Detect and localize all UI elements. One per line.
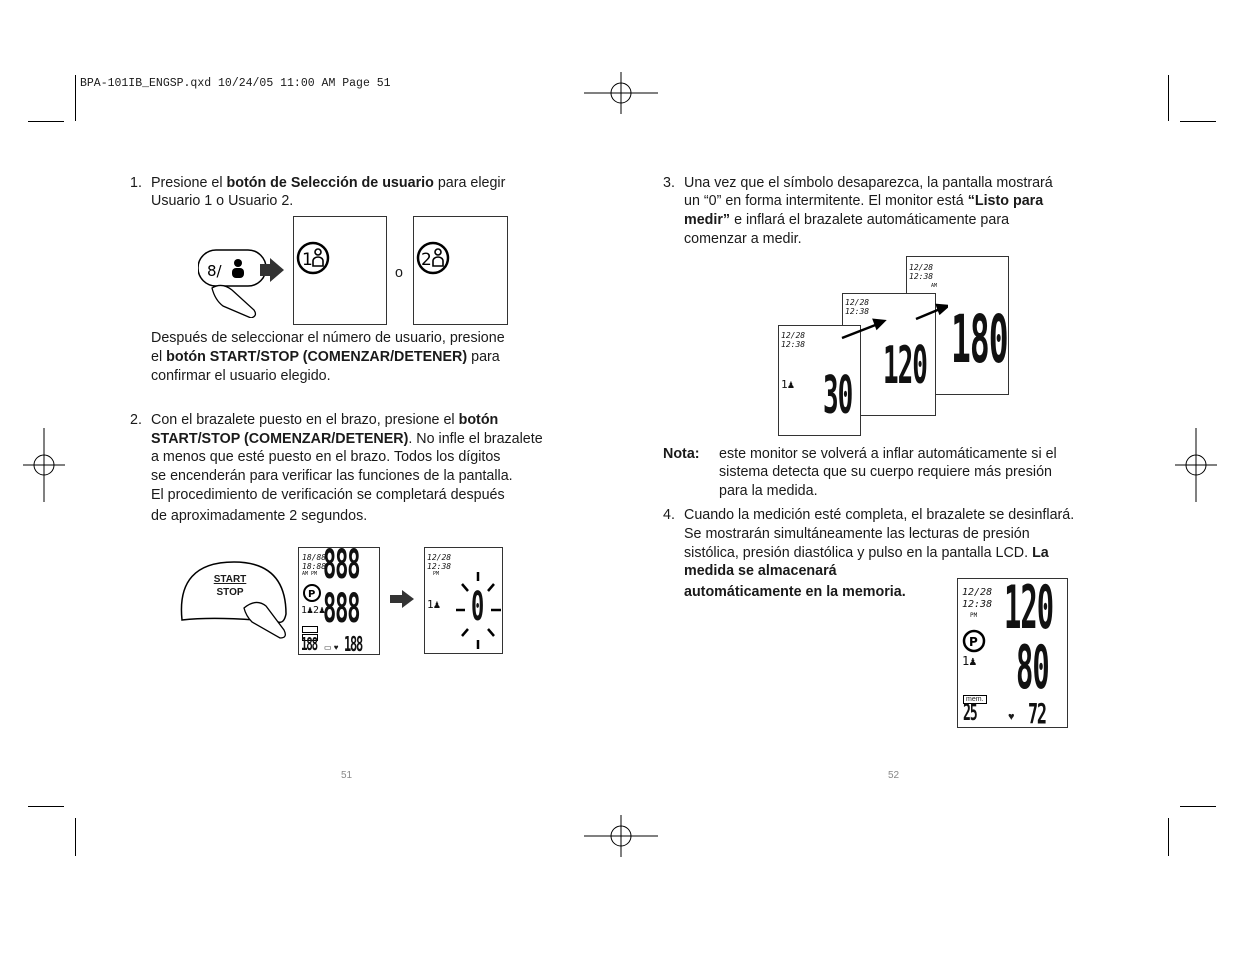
- step-2-line-2: START/STOP (COMENZAR/DETENER). No infle el brazalete: [151, 431, 543, 447]
- lcd-user-1: [293, 216, 387, 325]
- result-pulse: 72: [1028, 697, 1046, 730]
- step-3-line-2: un “0” en forma intermitente. El monitor está “Listo para: [684, 193, 1044, 209]
- blink-user: 1♟: [427, 598, 441, 611]
- svg-text:2: 2: [421, 250, 432, 270]
- step-2-line-5: El procedimiento de verificación se completará después: [151, 487, 505, 503]
- step-4-number: 4.: [663, 507, 675, 523]
- test-bottom-left: 188: [301, 634, 317, 655]
- step-1-after-3: confirmar el usuario elegido.: [151, 368, 331, 384]
- inflate-30-time: 12:38: [781, 340, 806, 349]
- lcd-blinking-zero: [424, 547, 503, 654]
- step-4-line-4: medida se almacenará: [684, 563, 837, 579]
- step-3-line-3: medir” e inflará el brazalete automáticamente para: [684, 212, 1010, 228]
- inflate-180-ampm: AM: [931, 283, 938, 289]
- inflate-120-time: 12:38: [845, 307, 870, 316]
- step-1-number: 1.: [130, 175, 142, 191]
- result-memory: 25: [963, 701, 977, 726]
- step-1-line-2: Usuario 1 o Usuario 2.: [151, 193, 294, 209]
- svg-text:1: 1: [302, 250, 313, 270]
- step-3-number: 3.: [663, 175, 675, 191]
- test-mid-digits: 888: [323, 586, 360, 632]
- battery-heart-icon: ▭ ♥: [324, 643, 339, 652]
- inflate-180-value: 180: [951, 301, 1008, 378]
- inflate-180-date: 12/28: [909, 263, 934, 272]
- step-1-after-2: el botón START/STOP (COMENZAR/DETENER) para: [151, 349, 500, 365]
- user-select-button-illustration: [198, 248, 290, 318]
- step-4-line-1: Cuando la medición esté completa, el brazalete se desinflará.: [684, 507, 1075, 523]
- step-1-line-1: Presione el botón de Selección de usuario para elegir: [151, 175, 506, 191]
- note-label: Nota:: [663, 446, 700, 462]
- step-2-line-6: de aproximadamente 2 segundos.: [151, 508, 368, 524]
- lcd-segment-test: [298, 542, 380, 656]
- blink-time: 12:38: [427, 562, 452, 571]
- result-systolic: 120: [1004, 573, 1054, 643]
- test-bottom-right: 188: [344, 632, 363, 656]
- step-3-line-1: Una vez que el símbolo desaparezca, la pantalla mostrará: [684, 175, 1053, 191]
- heart-icon: ♥: [1008, 711, 1015, 723]
- step-4-line-3: sistólica, presión diastólica y pulso en la pantalla LCD. La: [684, 545, 1049, 561]
- memory-label: mem.: [963, 695, 987, 704]
- note-line-3: para la medida.: [719, 483, 818, 499]
- inflate-30-value: 30: [823, 366, 853, 426]
- test-date: 18/88: [302, 553, 327, 562]
- start-stop-label: START STOP: [213, 574, 247, 598]
- blink-digit: 0: [471, 584, 484, 630]
- step-3-line-4: comenzar a medir.: [684, 231, 802, 247]
- step-2-line-4: se encenderán para verificar las funciones de la pantalla.: [151, 468, 513, 484]
- blink-date: 12/28: [427, 553, 452, 562]
- inflate-120-date: 12/28: [845, 298, 870, 307]
- print-slug: BPA-101IB_ENGSP.qxd 10/24/05 11:00 AM Page 51: [80, 77, 391, 90]
- note-line-1: este monitor se volverá a inflar automáticamente si el: [719, 446, 1057, 462]
- svg-text:P: P: [969, 635, 978, 649]
- page-number-left: 51: [341, 770, 353, 781]
- step-2-line-3: a menos que esté puesto en el brazo. Todos los dígitos: [151, 449, 501, 465]
- step-2-line-1: Con el brazalete puesto en el brazo, presione el botón: [151, 412, 499, 428]
- inflate-30-date: 12/28: [781, 331, 806, 340]
- inflate-arrows: [838, 302, 948, 342]
- inflate-120-value: 120: [883, 336, 927, 396]
- step-2-number: 2.: [130, 412, 142, 428]
- inflate-30-user: 1♟: [781, 378, 795, 391]
- result-date: 12/28: [962, 587, 993, 598]
- user-2-icon: [416, 241, 450, 275]
- result-time: 12:38: [962, 599, 993, 610]
- test-users-icon: 1♟2♟: [301, 605, 326, 616]
- blink-pm: PM: [433, 571, 440, 577]
- test-ampm: AM PM: [302, 571, 318, 577]
- inflate-180-time: 12:38: [909, 272, 934, 281]
- start-stop-button-illustration: [178, 556, 288, 642]
- svg-text:8/: 8/: [207, 262, 222, 280]
- lcd-result: [957, 573, 1068, 730]
- step-1-after-1: Después de seleccionar el número de usuario, presione: [151, 330, 505, 346]
- test-time: 18:88: [302, 562, 327, 571]
- pressure-indicator-icon: [962, 629, 986, 653]
- or-label: o: [395, 265, 403, 281]
- step-4-line-2: Se mostrarán simultáneamente las lecturas de presión: [684, 526, 1030, 542]
- arrow-right-icon: [390, 590, 414, 608]
- pressure-indicator-icon: [302, 583, 322, 603]
- result-user: 1♟: [962, 654, 977, 668]
- result-diastolic: 80: [1016, 633, 1049, 703]
- result-ampm: PM: [970, 612, 978, 619]
- lcd-user-2: [413, 216, 508, 325]
- test-top-digits: 888: [323, 542, 360, 588]
- user-1-icon: [296, 241, 330, 275]
- page-number-right: 52: [888, 770, 900, 781]
- avg-indicator: [302, 626, 318, 633]
- svg-text:P: P: [308, 589, 316, 600]
- note-line-2: sistema detecta que su cuerpo requiere más presión: [719, 464, 1052, 480]
- step-4-line-5: automáticamente en la memoria.: [684, 584, 906, 600]
